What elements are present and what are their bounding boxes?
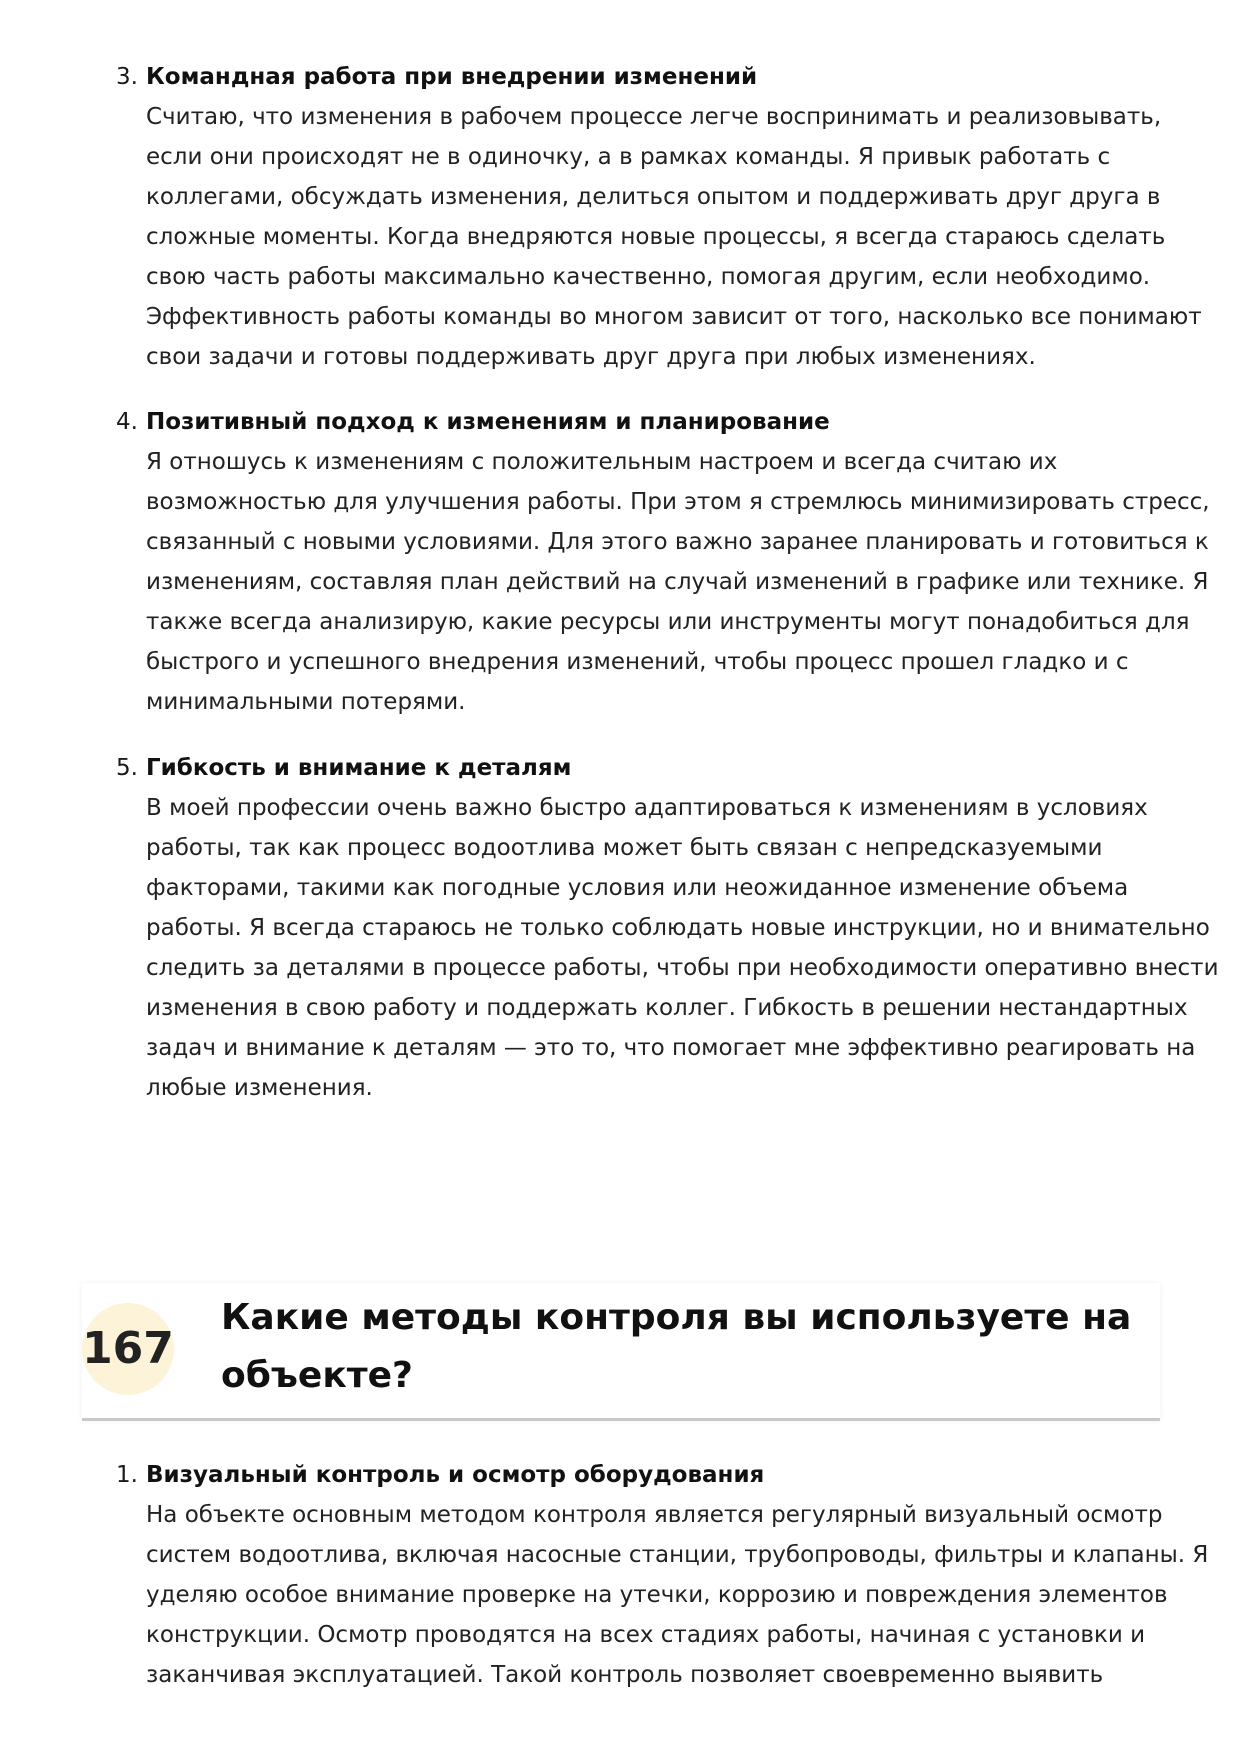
body-line: свои задачи и готовы поддерживать друг друга при любых изменениях.: [146, 344, 1036, 370]
list-item-number: 1.: [116, 1462, 138, 1488]
body-line: сложные моменты. Когда внедряются новые процессы, я всегда стараюсь сделать: [146, 224, 1166, 250]
body-line: изменениям, составляя план действий на случай изменений в графике или технике. Я: [146, 569, 1209, 595]
list-item-body: [146, 97, 1202, 377]
body-line: свою часть работы максимально качественно, помогая другим, если необходимо.: [146, 264, 1151, 290]
body-line: любые изменения.: [146, 1075, 373, 1101]
body-line: Эффективность работы команды во многом зависит от того, насколько все понимают: [146, 304, 1202, 330]
list-item-title: Командная работа при внедрении изменений: [146, 64, 758, 90]
body-line: систем водоотлива, включая насосные станции, трубопроводы, фильтры и клапаны. Я: [146, 1542, 1209, 1568]
list-item-title: Визуальный контроль и осмотр оборудования: [146, 1462, 765, 1488]
list-item: [116, 748, 1219, 1108]
body-line: работы. Я всегда стараюсь не только соблюдать новые инструкции, но и внимательно: [146, 915, 1210, 941]
body-line: Считаю, что изменения в рабочем процессе легче воспринимать и реализовывать,: [146, 104, 1162, 130]
question-title-line: Какие методы контроля вы используете на: [221, 1297, 1132, 1338]
list-item-number: 5.: [116, 755, 138, 781]
list-item: [116, 402, 1210, 722]
body-line: задач и внимание к деталям — это то, что помогает мне эффективно реагировать на: [146, 1035, 1196, 1061]
body-line: На объекте основным методом контроля является регулярный визуальный осмотр: [146, 1502, 1163, 1528]
list-item: [116, 57, 1202, 377]
body-line: факторами, такими как погодные условия или неожиданное изменение объема: [146, 875, 1129, 901]
list-item-body: [146, 1495, 1209, 1695]
body-line: В моей профессии очень важно быстро адаптироваться к изменениям в условиях: [146, 795, 1148, 821]
body-line: уделяю особое внимание проверке на утечки, коррозию и повреждения элементов: [146, 1582, 1168, 1608]
body-line: если они происходят не в одиночку, а в рамках команды. Я привык работать с: [146, 144, 1111, 170]
question-heading: [82, 1283, 1160, 1421]
question-title: [221, 1289, 1141, 1405]
list-item-number: 3.: [116, 64, 138, 90]
question-title-line: объекте?: [221, 1355, 413, 1396]
body-line: работы, так как процесс водоотлива может быть связан с непредсказуемыми: [146, 835, 1103, 861]
body-line: следить за деталями в процессе работы, чтобы при необходимости оперативно внести: [146, 955, 1219, 981]
list-item-body: [146, 788, 1219, 1108]
body-line: также всегда анализирую, какие ресурсы или инструменты могут понадобиться для: [146, 609, 1190, 635]
body-line: связанный с новыми условиями. Для этого важно заранее планировать и готовиться к: [146, 529, 1209, 555]
list-item-title: Гибкость и внимание к деталям: [146, 755, 572, 781]
body-line: Я отношусь к изменениям с положительным настроем и всегда считаю их: [146, 449, 1058, 475]
body-line: конструкции. Осмотр проводятся на всех стадиях работы, начиная с установки и: [146, 1622, 1146, 1648]
body-line: возможностью для улучшения работы. При этом я стремлюсь минимизировать стресс,: [146, 489, 1210, 515]
list-item: [116, 1455, 1209, 1695]
list-item-title: Позитивный подход к изменениям и планирование: [146, 409, 830, 435]
body-line: быстрого и успешного внедрения изменений, чтобы процесс прошел гладко и с: [146, 649, 1129, 675]
body-line: изменения в свою работу и поддержать коллег. Гибкость в решении нестандартных: [146, 995, 1188, 1021]
question-number-badge: 167: [82, 1303, 174, 1395]
body-line: минимальными потерями.: [146, 689, 466, 715]
body-line: заканчивая эксплуатацией. Такой контроль позволяет своевременно выявить: [146, 1662, 1104, 1688]
list-item-number: 4.: [116, 409, 138, 435]
list-item-body: [146, 442, 1210, 722]
body-line: коллегами, обсуждать изменения, делиться опытом и поддерживать друг друга в: [146, 184, 1161, 210]
